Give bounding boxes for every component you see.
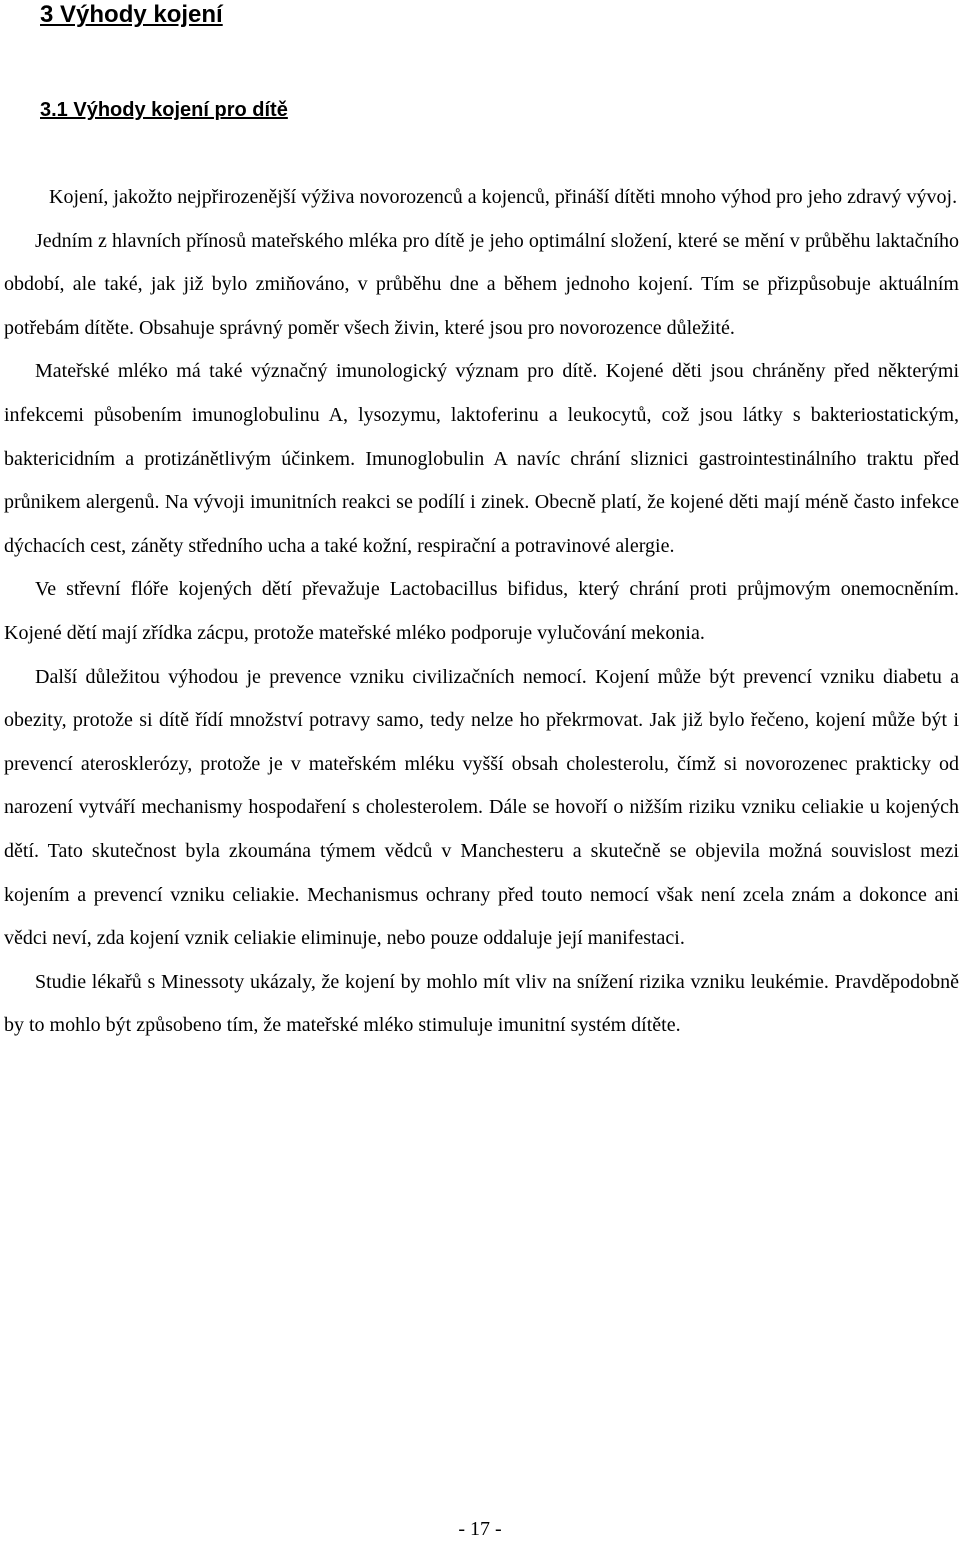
chapter-heading: 3 Výhody kojení xyxy=(40,1,223,28)
paragraph-intro: Kojení, jakožto nejpřirozenější výživa novorozenců a kojenců, přináší dítěti mnoho výhod pro jeho zdravý vývoj. xyxy=(49,186,958,208)
paragraph-leukemia: Studie lékařů s Minessoty ukázaly, že kojení by mohlo mít vliv na snížení rizika vzniku leukémie. Pravděpodobně by to mohlo být způsobeno tím, že mateřské mléko stimuluje imunitní systém dítěte. xyxy=(4,970,959,1037)
section-heading: 3.1 Výhody kojení pro dítě xyxy=(40,99,288,121)
paragraph-composition: Jedním z hlavních přínosů mateřského mléka pro dítě je jeho optimální složení, které se mění v průběhu laktačního období, ale také, jak již bylo zmiňováno, v průběhu dne a během jednoho kojení. Tím se přizpůsobuje aktuálním potřebám dítěte. Obsahuje správný poměr všech živin, které jsou pro novorozence důležité. xyxy=(4,229,959,339)
page-number: - 17 - xyxy=(458,1518,502,1540)
paragraph-gut-flora: Ve střevní flóře kojených dětí převažuje Lactobacillus bifidus, který chrání proti průjmovým onemocněním. Kojené dětí mají zřídka zácpu, protože mateřské mléko podporuje vylučování mekonia. xyxy=(4,578,959,644)
paragraph-immunology: Mateřské mléko má také význačný imunologický význam pro dítě. Kojené děti jsou chráněny před některými infekcemi působením imunoglobulinu A, lysozymu, laktoferinu a leukocytů, což jsou látky s bakteriostatickým, baktericidním a protizánětlivým účinkem. Imunoglobulin A navíc chrání sliznici gastrointestinálního traktu před průnikem alergenů. Na vývoji imunitních reakci se podílí i zinek. Obecně platí, že kojené děti mají méně často infekce dýchacích cest, záněty středního ucha a také kožní, respirační a potravinové alergie. xyxy=(4,360,959,557)
paragraph-civilization-diseases: Další důležitou výhodou je prevence vzniku civilizačních nemocí. Kojení může být prevencí vzniku diabetu a obezity, protože si dítě řídí množství potravy samo, tedy nelze ho překrmovat. Jak již bylo řečeno, kojení může být i prevencí aterosklerózy, protože je v mateřském mléku vyšší obsah cholesterolu, čímž si novorozenec prakticky od narození vytváří mechanismy hospodaření s cholesterolem. Dále se hovoří o nižším riziku vzniku celiakie u kojených dětí. Tato skutečnost byla zkoumána týmem vědců v Manchesteru a skutečně se objevila možná souvislost mezi kojením a prevencí vzniku celiakie. Mechanismus ochrany před touto nemocí však není zcela znám a dokonce ani vědci neví, zda kojení vznik celiakie eliminuje, nebo pouze oddaluje její manifestaci. xyxy=(4,665,959,950)
body-text xyxy=(4,176,959,1048)
